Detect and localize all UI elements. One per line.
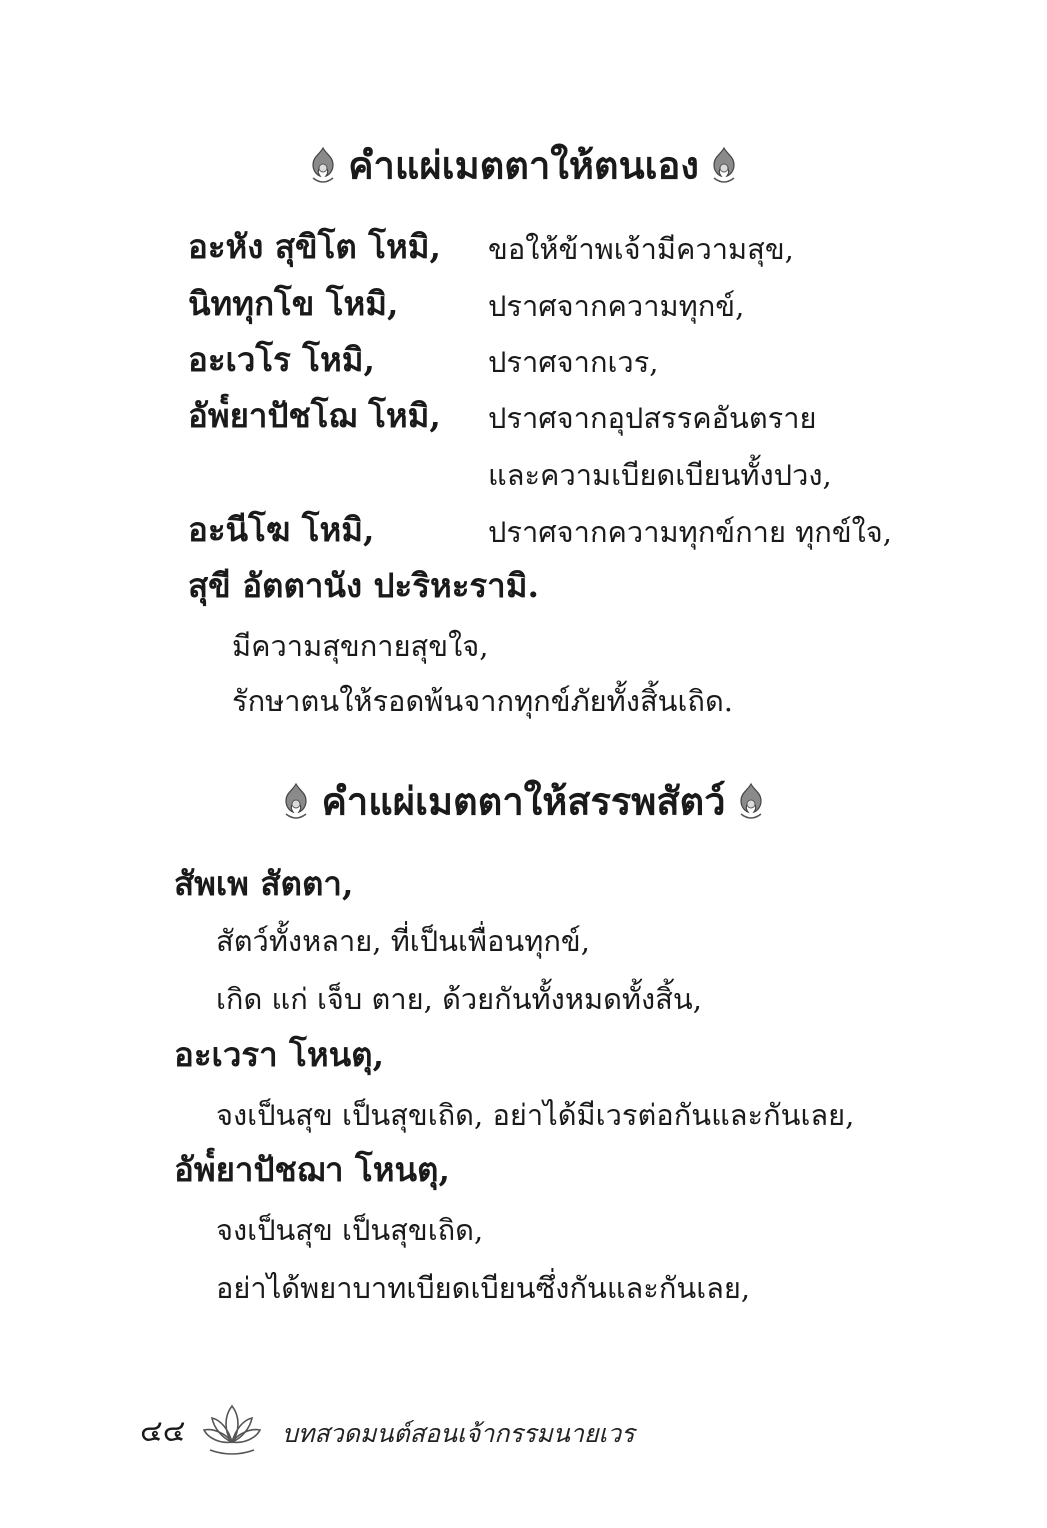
thai-translation: ปราศจากเวร,	[488, 345, 659, 379]
pali-verse: อะนีโฆ โหมิ,	[188, 510, 375, 549]
pali-verse: นิททุกโข โหมิ,	[188, 284, 399, 323]
heading-self-text: คำแผ่เมตตาให้ตนเอง	[348, 142, 699, 188]
thai-translation: ปราศจากความทุกข์,	[488, 289, 745, 323]
thai-translation: จงเป็นสุข เป็นสุขเถิด,	[216, 1213, 484, 1247]
pali-closing-verse: สุขี อัตตานัง ปะริหะรามิ.	[188, 566, 539, 605]
pali-verse: สัพเพ สัตตา,	[174, 864, 354, 903]
pali-verse: อะเวรา โหนตุ,	[174, 1035, 385, 1074]
thai-translation: อย่าได้พยาบาทเบียดเบียนซึ่งกันและกันเลย,	[216, 1271, 751, 1305]
thai-translation: ปราศจากอุปสรรคอันตราย	[488, 401, 817, 435]
thai-translation: ขอให้ข้าพเจ้ามีความสุข,	[488, 232, 794, 266]
pali-verse: อัพ๎ยาปัชฌา โหนตุ,	[174, 1150, 450, 1189]
thai-translation: และความเบียดเบียนทั้งปวง,	[488, 458, 832, 492]
thai-flame-ornament-icon	[279, 782, 313, 822]
pali-verse: อะหัง สุขิโต โหมิ,	[188, 227, 441, 266]
thai-flame-ornament-icon	[707, 146, 741, 186]
thai-translation: รักษาตนให้รอดพ้นจากทุกข์ภัยทั้งสิ้นเถิด.	[232, 684, 734, 718]
thai-flame-ornament-icon	[306, 146, 340, 186]
pali-verse: อะเวโร โหมิ,	[188, 340, 376, 379]
pali-verse: อัพ๎ยาปัชโฌ โหมิ,	[188, 396, 441, 435]
thai-translation: เกิด แก่ เจ็บ ตาย, ด้วยกันทั้งหมดทั้งสิ้น,	[216, 982, 702, 1016]
heading-all-beings	[0, 773, 1047, 827]
thai-translation: สัตว์ทั้งหลาย, ที่เป็นเพื่อนทุกข์,	[216, 924, 590, 958]
thai-translation: มีความสุขกายสุขใจ,	[232, 629, 489, 663]
heading-all-beings-text: คำแผ่เมตตาให้สรรพสัตว์	[321, 778, 726, 824]
lotus-icon	[200, 1398, 264, 1462]
page-number: ๔๔	[140, 1414, 186, 1449]
book-title: บทสวดมนต์สอนเจ้ากรรมนายเวร	[282, 1419, 635, 1448]
thai-translation: ปราศจากความทุกข์กาย ทุกข์ใจ,	[488, 515, 893, 549]
heading-self	[0, 137, 1047, 191]
thai-flame-ornament-icon	[734, 782, 768, 822]
thai-translation: จงเป็นสุข เป็นสุขเถิด, อย่าได้มีเวรต่อกันและกันเลย,	[216, 1098, 855, 1132]
